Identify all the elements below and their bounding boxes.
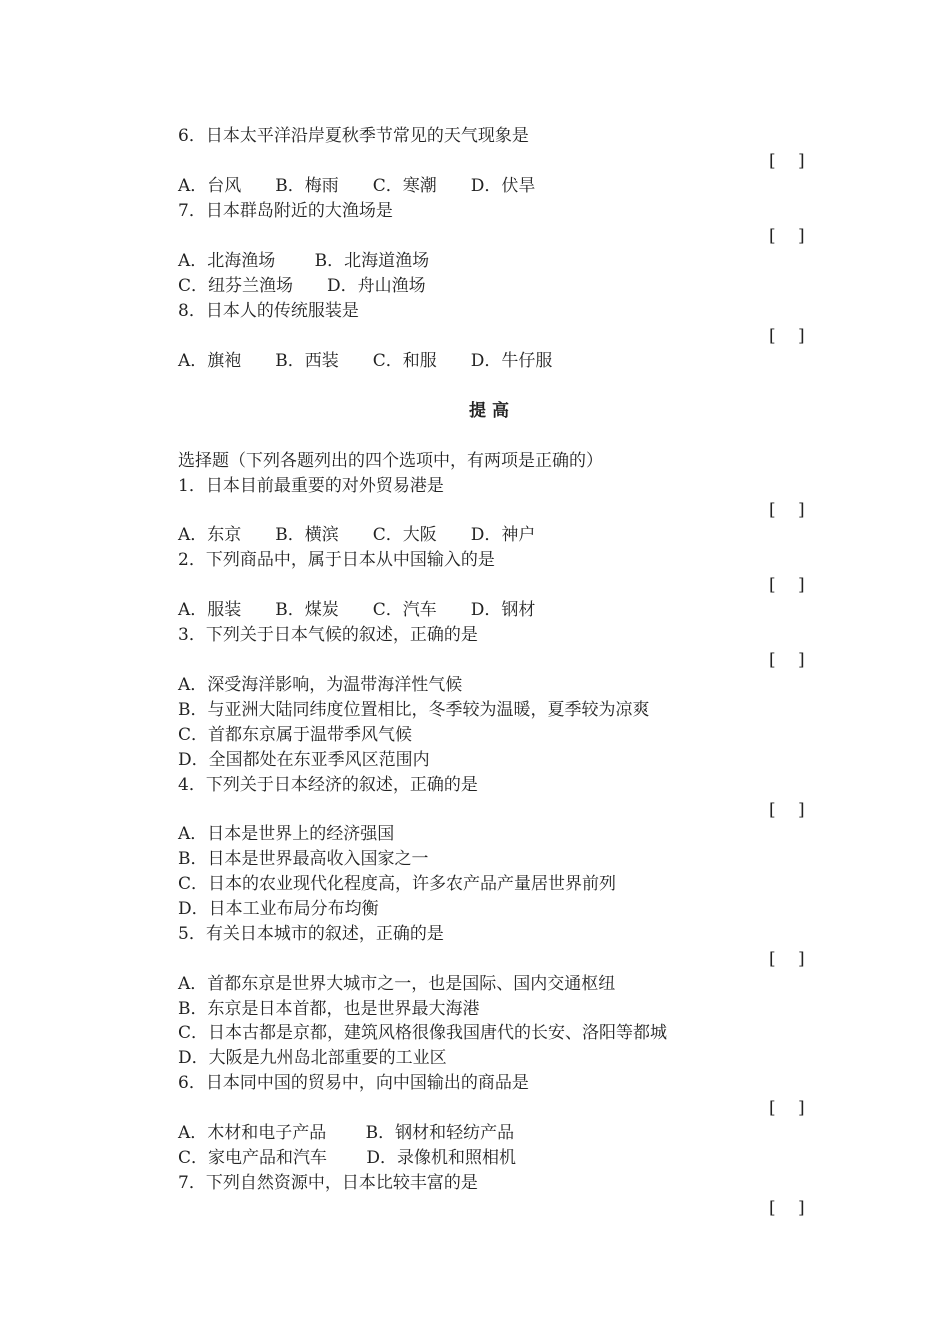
question-8-stem: 8．日本人的传统服装是 — [178, 301, 359, 321]
advanced-question-1-answer-bracket: [ ] — [769, 500, 805, 520]
advanced-question-2-options: A．服装 B．煤炭 C．汽车 D．钢材 — [178, 600, 536, 620]
question-7-options-ab: A．北海渔场 B．北海道渔场 — [178, 251, 430, 271]
advanced-question-3-option-b: B．与亚洲大陆同纬度位置相比，冬季较为温暖，夏季较为凉爽 — [178, 700, 650, 720]
question-7-options-cd: C．纽芬兰渔场 D．舟山渔场 — [178, 276, 426, 296]
question-8-answer-bracket: [ ] — [769, 326, 805, 346]
advanced-question-6-answer-bracket: [ ] — [769, 1098, 805, 1118]
advanced-question-6-options-cd: C．家电产品和汽车 D．录像机和照相机 — [178, 1148, 517, 1168]
advanced-question-1-stem: 1．日本目前最重要的对外贸易港是 — [178, 476, 444, 496]
advanced-question-4-option-a: A．日本是世界上的经济强国 — [178, 824, 395, 844]
advanced-question-4-option-b: B．日本是世界最高收入国家之一 — [178, 849, 429, 869]
advanced-question-5-option-d: D．大阪是九州岛北部重要的工业区 — [178, 1048, 447, 1068]
advanced-question-3-answer-bracket: [ ] — [769, 650, 805, 670]
advanced-question-3-stem: 3．下列关于日本气候的叙述，正确的是 — [178, 625, 478, 645]
advanced-question-5-option-a: A．首都东京是世界大城市之一，也是国际、国内交通枢纽 — [178, 974, 616, 994]
advanced-question-5-option-c: C．日本古都是京都，建筑风格很像我国唐代的长安、洛阳等都城 — [178, 1023, 668, 1043]
advanced-question-7-answer-bracket: [ ] — [769, 1198, 805, 1218]
question-7-answer-bracket: [ ] — [769, 226, 805, 246]
advanced-question-4-answer-bracket: [ ] — [769, 800, 805, 820]
question-6-answer-bracket: [ ] — [769, 151, 805, 171]
advanced-question-1-options: A．东京 B．横滨 C．大阪 D．神户 — [178, 525, 536, 545]
section-heading: 提高 — [469, 401, 515, 421]
advanced-question-7-stem: 7．下列自然资源中，日本比较丰富的是 — [178, 1173, 478, 1193]
advanced-question-4-stem: 4．下列关于日本经济的叙述，正确的是 — [178, 775, 478, 795]
section-instructions: 选择题（下列各题列出的四个选项中，有两项是正确的） — [178, 451, 603, 471]
question-8-options: A．旗袍 B．西装 C．和服 D．牛仔服 — [178, 351, 553, 371]
advanced-question-5-answer-bracket: [ ] — [769, 949, 805, 969]
advanced-question-2-stem: 2．下列商品中，属于日本从中国输入的是 — [178, 550, 495, 570]
advanced-question-5-stem: 5．有关日本城市的叙述，正确的是 — [178, 924, 444, 944]
question-6-stem: 6．日本太平洋沿岸夏秋季节常见的天气现象是 — [178, 126, 529, 146]
advanced-question-6-options-ab: A．木材和电子产品 B．钢材和轻纺产品 — [178, 1123, 515, 1143]
advanced-question-3-option-a: A．深受海洋影响，为温带海洋性气候 — [178, 675, 463, 695]
advanced-question-3-option-d: D．全国都处在东亚季风区范围内 — [178, 750, 430, 770]
question-6-options: A．台风 B．梅雨 C．寒潮 D．伏旱 — [178, 176, 536, 196]
advanced-question-3-option-c: C．首都东京属于温带季风气候 — [178, 725, 413, 745]
advanced-question-6-stem: 6．日本同中国的贸易中，向中国输出的商品是 — [178, 1073, 529, 1093]
advanced-question-2-answer-bracket: [ ] — [769, 575, 805, 595]
advanced-question-4-option-d: D．日本工业布局分布均衡 — [178, 899, 379, 919]
advanced-question-4-option-c: C．日本的农业现代化程度高，许多农产品产量居世界前列 — [178, 874, 617, 894]
question-7-stem: 7．日本群岛附近的大渔场是 — [178, 201, 393, 221]
advanced-question-5-option-b: B．东京是日本首都，也是世界最大海港 — [178, 999, 480, 1019]
